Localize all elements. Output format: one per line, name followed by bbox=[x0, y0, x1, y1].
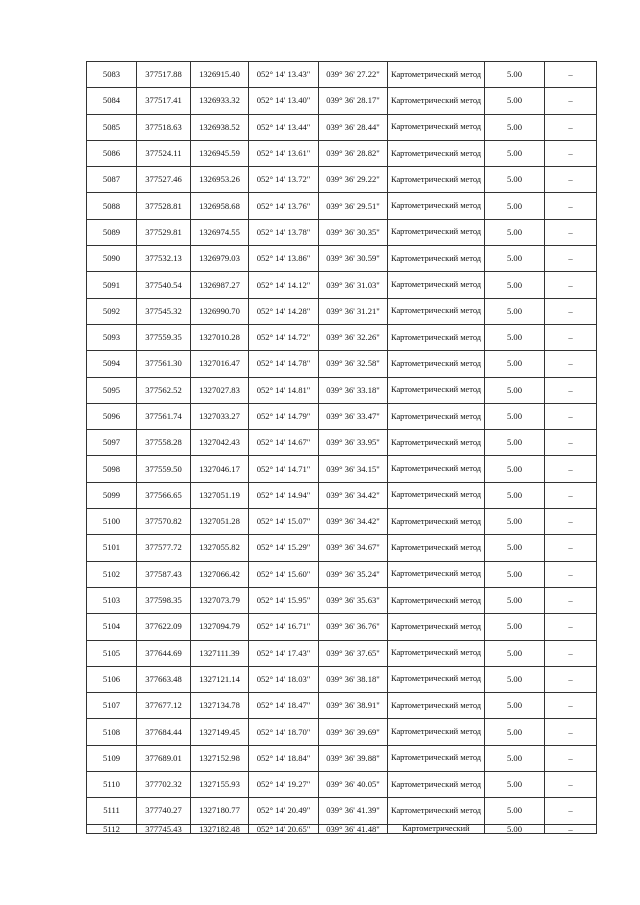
accuracy-cell: 5.00 bbox=[485, 693, 545, 719]
note-cell: – bbox=[545, 798, 597, 824]
longitude-cell: 039° 36' 33.95" bbox=[319, 430, 388, 456]
x-coordinate-cell: 377532.13 bbox=[137, 246, 191, 272]
method-cell: Картометрический метод bbox=[388, 62, 485, 88]
point-number-cell: 5106 bbox=[87, 666, 137, 692]
method-cell: Картометрический метод bbox=[388, 272, 485, 298]
x-coordinate-cell: 377663.48 bbox=[137, 666, 191, 692]
x-coordinate-cell: 377644.69 bbox=[137, 640, 191, 666]
longitude-cell: 039° 36' 34.15" bbox=[319, 456, 388, 482]
accuracy-cell: 5.00 bbox=[485, 798, 545, 824]
latitude-cell: 052° 14' 14.67" bbox=[249, 430, 319, 456]
note-cell: – bbox=[545, 535, 597, 561]
x-coordinate-cell: 377677.12 bbox=[137, 693, 191, 719]
longitude-cell: 039° 36' 39.88" bbox=[319, 745, 388, 771]
latitude-cell: 052° 14' 13.44" bbox=[249, 114, 319, 140]
latitude-cell: 052° 14' 14.71" bbox=[249, 456, 319, 482]
y-coordinate-cell: 1327182.48 bbox=[191, 824, 249, 833]
point-number-cell: 5085 bbox=[87, 114, 137, 140]
method-cell: Картометрический метод bbox=[388, 377, 485, 403]
table-row bbox=[87, 482, 597, 508]
y-coordinate-cell: 1327046.17 bbox=[191, 456, 249, 482]
latitude-cell: 052° 14' 14.28" bbox=[249, 298, 319, 324]
accuracy-cell: 5.00 bbox=[485, 614, 545, 640]
method-cell: Картометрический метод bbox=[388, 535, 485, 561]
method-cell: Картометрический метод bbox=[388, 561, 485, 587]
point-number-cell: 5096 bbox=[87, 403, 137, 429]
table-row bbox=[87, 509, 597, 535]
latitude-cell: 052° 14' 18.47" bbox=[249, 693, 319, 719]
y-coordinate-cell: 1327066.42 bbox=[191, 561, 249, 587]
accuracy-cell: 5.00 bbox=[485, 430, 545, 456]
x-coordinate-cell: 377561.30 bbox=[137, 351, 191, 377]
table-body bbox=[87, 62, 597, 834]
accuracy-cell: 5.00 bbox=[485, 403, 545, 429]
accuracy-cell: 5.00 bbox=[485, 535, 545, 561]
point-number-cell: 5101 bbox=[87, 535, 137, 561]
latitude-cell: 052° 14' 18.03" bbox=[249, 666, 319, 692]
accuracy-cell: 5.00 bbox=[485, 88, 545, 114]
note-cell: – bbox=[545, 272, 597, 298]
point-number-cell: 5111 bbox=[87, 798, 137, 824]
longitude-cell: 039° 36' 30.35" bbox=[319, 219, 388, 245]
method-cell: Картометрический метод bbox=[388, 719, 485, 745]
point-number-cell: 5089 bbox=[87, 219, 137, 245]
longitude-cell: 039° 36' 28.44" bbox=[319, 114, 388, 140]
y-coordinate-cell: 1326938.52 bbox=[191, 114, 249, 140]
latitude-cell: 052° 14' 13.43" bbox=[249, 62, 319, 88]
longitude-cell: 039° 36' 35.63" bbox=[319, 587, 388, 613]
method-cell: Картометрический метод bbox=[388, 140, 485, 166]
note-cell: – bbox=[545, 666, 597, 692]
table-row bbox=[87, 587, 597, 613]
table-row bbox=[87, 745, 597, 771]
note-cell: – bbox=[545, 719, 597, 745]
table-row bbox=[87, 719, 597, 745]
longitude-cell: 039° 36' 29.51" bbox=[319, 193, 388, 219]
x-coordinate-cell: 377745.43 bbox=[137, 824, 191, 833]
x-coordinate-cell: 377540.54 bbox=[137, 272, 191, 298]
y-coordinate-cell: 1327134.78 bbox=[191, 693, 249, 719]
longitude-cell: 039° 36' 33.47" bbox=[319, 403, 388, 429]
longitude-cell: 039° 36' 39.69" bbox=[319, 719, 388, 745]
accuracy-cell: 5.00 bbox=[485, 482, 545, 508]
accuracy-cell: 5.00 bbox=[485, 114, 545, 140]
longitude-cell: 039° 36' 30.59" bbox=[319, 246, 388, 272]
note-cell: – bbox=[545, 298, 597, 324]
note-cell: – bbox=[545, 167, 597, 193]
longitude-cell: 039° 36' 41.39" bbox=[319, 798, 388, 824]
table-row bbox=[87, 219, 597, 245]
table-row bbox=[87, 640, 597, 666]
point-number-cell: 5100 bbox=[87, 509, 137, 535]
accuracy-cell: 5.00 bbox=[485, 167, 545, 193]
method-cell: Картометрический метод bbox=[388, 324, 485, 350]
latitude-cell: 052° 14' 15.95" bbox=[249, 587, 319, 613]
method-cell: Картометрический метод bbox=[388, 403, 485, 429]
longitude-cell: 039° 36' 34.67" bbox=[319, 535, 388, 561]
note-cell: – bbox=[545, 509, 597, 535]
note-cell: – bbox=[545, 640, 597, 666]
table-row bbox=[87, 88, 597, 114]
latitude-cell: 052° 14' 14.94" bbox=[249, 482, 319, 508]
y-coordinate-cell: 1327180.77 bbox=[191, 798, 249, 824]
x-coordinate-cell: 377517.41 bbox=[137, 88, 191, 114]
note-cell: – bbox=[545, 88, 597, 114]
latitude-cell: 052° 14' 14.12" bbox=[249, 272, 319, 298]
accuracy-cell: 5.00 bbox=[485, 824, 545, 833]
note-cell: – bbox=[545, 114, 597, 140]
longitude-cell: 039° 36' 32.26" bbox=[319, 324, 388, 350]
y-coordinate-cell: 1327051.19 bbox=[191, 482, 249, 508]
latitude-cell: 052° 14' 13.76" bbox=[249, 193, 319, 219]
y-coordinate-cell: 1326987.27 bbox=[191, 272, 249, 298]
y-coordinate-cell: 1327016.47 bbox=[191, 351, 249, 377]
y-coordinate-cell: 1327055.82 bbox=[191, 535, 249, 561]
table-row bbox=[87, 693, 597, 719]
point-number-cell: 5107 bbox=[87, 693, 137, 719]
longitude-cell: 039° 36' 35.24" bbox=[319, 561, 388, 587]
accuracy-cell: 5.00 bbox=[485, 666, 545, 692]
latitude-cell: 052° 14' 15.60" bbox=[249, 561, 319, 587]
point-number-cell: 5102 bbox=[87, 561, 137, 587]
coordinates-table bbox=[86, 61, 597, 834]
latitude-cell: 052° 14' 13.78" bbox=[249, 219, 319, 245]
method-cell: Картометрический метод bbox=[388, 745, 485, 771]
latitude-cell: 052° 14' 17.43" bbox=[249, 640, 319, 666]
method-cell: Картометрический метод bbox=[388, 351, 485, 377]
latitude-cell: 052° 14' 18.84" bbox=[249, 745, 319, 771]
latitude-cell: 052° 14' 16.71" bbox=[249, 614, 319, 640]
y-coordinate-cell: 1327152.98 bbox=[191, 745, 249, 771]
accuracy-cell: 5.00 bbox=[485, 772, 545, 798]
note-cell: – bbox=[545, 430, 597, 456]
latitude-cell: 052° 14' 13.40" bbox=[249, 88, 319, 114]
table-row bbox=[87, 798, 597, 824]
note-cell: – bbox=[545, 456, 597, 482]
x-coordinate-cell: 377689.01 bbox=[137, 745, 191, 771]
point-number-cell: 5098 bbox=[87, 456, 137, 482]
point-number-cell: 5104 bbox=[87, 614, 137, 640]
longitude-cell: 039° 36' 34.42" bbox=[319, 482, 388, 508]
method-cell: Картометрический метод bbox=[388, 430, 485, 456]
note-cell: – bbox=[545, 772, 597, 798]
y-coordinate-cell: 1327111.39 bbox=[191, 640, 249, 666]
latitude-cell: 052° 14' 14.79" bbox=[249, 403, 319, 429]
note-cell: – bbox=[545, 351, 597, 377]
y-coordinate-cell: 1326958.68 bbox=[191, 193, 249, 219]
method-cell: Картометрический bbox=[388, 824, 485, 833]
accuracy-cell: 5.00 bbox=[485, 377, 545, 403]
y-coordinate-cell: 1326974.55 bbox=[191, 219, 249, 245]
method-cell: Картометрический метод bbox=[388, 482, 485, 508]
y-coordinate-cell: 1327033.27 bbox=[191, 403, 249, 429]
point-number-cell: 5084 bbox=[87, 88, 137, 114]
x-coordinate-cell: 377562.52 bbox=[137, 377, 191, 403]
x-coordinate-cell: 377561.74 bbox=[137, 403, 191, 429]
point-number-cell: 5103 bbox=[87, 587, 137, 613]
note-cell: – bbox=[545, 403, 597, 429]
table-row bbox=[87, 351, 597, 377]
latitude-cell: 052° 14' 18.70" bbox=[249, 719, 319, 745]
y-coordinate-cell: 1326990.70 bbox=[191, 298, 249, 324]
point-number-cell: 5087 bbox=[87, 167, 137, 193]
table-row bbox=[87, 114, 597, 140]
point-number-cell: 5097 bbox=[87, 430, 137, 456]
point-number-cell: 5090 bbox=[87, 246, 137, 272]
point-number-cell: 5112 bbox=[87, 824, 137, 833]
latitude-cell: 052° 14' 14.78" bbox=[249, 351, 319, 377]
longitude-cell: 039° 36' 41.48" bbox=[319, 824, 388, 833]
table-row bbox=[87, 324, 597, 350]
latitude-cell: 052° 14' 14.72" bbox=[249, 324, 319, 350]
method-cell: Картометрический метод bbox=[388, 772, 485, 798]
method-cell: Картометрический метод bbox=[388, 614, 485, 640]
note-cell: – bbox=[545, 62, 597, 88]
longitude-cell: 039° 36' 34.42" bbox=[319, 509, 388, 535]
accuracy-cell: 5.00 bbox=[485, 561, 545, 587]
x-coordinate-cell: 377529.81 bbox=[137, 219, 191, 245]
point-number-cell: 5086 bbox=[87, 140, 137, 166]
latitude-cell: 052° 14' 19.27" bbox=[249, 772, 319, 798]
table-row bbox=[87, 403, 597, 429]
note-cell: – bbox=[545, 693, 597, 719]
table-row bbox=[87, 561, 597, 587]
longitude-cell: 039° 36' 27.22" bbox=[319, 62, 388, 88]
accuracy-cell: 5.00 bbox=[485, 62, 545, 88]
longitude-cell: 039° 36' 28.17" bbox=[319, 88, 388, 114]
accuracy-cell: 5.00 bbox=[485, 640, 545, 666]
table-row bbox=[87, 824, 597, 833]
method-cell: Картометрический метод bbox=[388, 167, 485, 193]
latitude-cell: 052° 14' 13.61" bbox=[249, 140, 319, 166]
method-cell: Картометрический метод bbox=[388, 509, 485, 535]
table-row bbox=[87, 193, 597, 219]
point-number-cell: 5108 bbox=[87, 719, 137, 745]
method-cell: Картометрический метод bbox=[388, 114, 485, 140]
longitude-cell: 039° 36' 40.05" bbox=[319, 772, 388, 798]
method-cell: Картометрический метод bbox=[388, 193, 485, 219]
latitude-cell: 052° 14' 13.72" bbox=[249, 167, 319, 193]
method-cell: Картометрический метод bbox=[388, 587, 485, 613]
table-row bbox=[87, 377, 597, 403]
method-cell: Картометрический метод bbox=[388, 246, 485, 272]
x-coordinate-cell: 377570.82 bbox=[137, 509, 191, 535]
note-cell: – bbox=[545, 587, 597, 613]
x-coordinate-cell: 377518.63 bbox=[137, 114, 191, 140]
x-coordinate-cell: 377558.28 bbox=[137, 430, 191, 456]
x-coordinate-cell: 377528.81 bbox=[137, 193, 191, 219]
point-number-cell: 5088 bbox=[87, 193, 137, 219]
note-cell: – bbox=[545, 745, 597, 771]
accuracy-cell: 5.00 bbox=[485, 324, 545, 350]
y-coordinate-cell: 1327027.83 bbox=[191, 377, 249, 403]
accuracy-cell: 5.00 bbox=[485, 193, 545, 219]
longitude-cell: 039° 36' 38.91" bbox=[319, 693, 388, 719]
table-row bbox=[87, 140, 597, 166]
table-row bbox=[87, 666, 597, 692]
longitude-cell: 039° 36' 37.65" bbox=[319, 640, 388, 666]
y-coordinate-cell: 1326945.59 bbox=[191, 140, 249, 166]
method-cell: Картометрический метод bbox=[388, 640, 485, 666]
point-number-cell: 5093 bbox=[87, 324, 137, 350]
table-row bbox=[87, 246, 597, 272]
latitude-cell: 052° 14' 15.07" bbox=[249, 509, 319, 535]
table-row bbox=[87, 272, 597, 298]
table-row bbox=[87, 456, 597, 482]
point-number-cell: 5083 bbox=[87, 62, 137, 88]
accuracy-cell: 5.00 bbox=[485, 456, 545, 482]
latitude-cell: 052° 14' 13.86" bbox=[249, 246, 319, 272]
x-coordinate-cell: 377527.46 bbox=[137, 167, 191, 193]
accuracy-cell: 5.00 bbox=[485, 351, 545, 377]
method-cell: Картометрический метод bbox=[388, 798, 485, 824]
note-cell: – bbox=[545, 193, 597, 219]
note-cell: – bbox=[545, 824, 597, 833]
method-cell: Картометрический метод bbox=[388, 666, 485, 692]
y-coordinate-cell: 1327042.43 bbox=[191, 430, 249, 456]
x-coordinate-cell: 377524.11 bbox=[137, 140, 191, 166]
note-cell: – bbox=[545, 561, 597, 587]
y-coordinate-cell: 1326953.26 bbox=[191, 167, 249, 193]
y-coordinate-cell: 1326979.03 bbox=[191, 246, 249, 272]
table-row bbox=[87, 298, 597, 324]
note-cell: – bbox=[545, 140, 597, 166]
y-coordinate-cell: 1327051.28 bbox=[191, 509, 249, 535]
note-cell: – bbox=[545, 482, 597, 508]
point-number-cell: 5105 bbox=[87, 640, 137, 666]
accuracy-cell: 5.00 bbox=[485, 719, 545, 745]
accuracy-cell: 5.00 bbox=[485, 587, 545, 613]
table-row bbox=[87, 167, 597, 193]
point-number-cell: 5092 bbox=[87, 298, 137, 324]
table-row bbox=[87, 62, 597, 88]
x-coordinate-cell: 377577.72 bbox=[137, 535, 191, 561]
x-coordinate-cell: 377598.35 bbox=[137, 587, 191, 613]
y-coordinate-cell: 1327010.28 bbox=[191, 324, 249, 350]
x-coordinate-cell: 377587.43 bbox=[137, 561, 191, 587]
method-cell: Картометрический метод bbox=[388, 88, 485, 114]
accuracy-cell: 5.00 bbox=[485, 298, 545, 324]
point-number-cell: 5109 bbox=[87, 745, 137, 771]
point-number-cell: 5099 bbox=[87, 482, 137, 508]
accuracy-cell: 5.00 bbox=[485, 140, 545, 166]
note-cell: – bbox=[545, 246, 597, 272]
longitude-cell: 039° 36' 29.22" bbox=[319, 167, 388, 193]
y-coordinate-cell: 1327094.79 bbox=[191, 614, 249, 640]
accuracy-cell: 5.00 bbox=[485, 745, 545, 771]
longitude-cell: 039° 36' 33.18" bbox=[319, 377, 388, 403]
x-coordinate-cell: 377559.50 bbox=[137, 456, 191, 482]
point-number-cell: 5095 bbox=[87, 377, 137, 403]
x-coordinate-cell: 377702.32 bbox=[137, 772, 191, 798]
point-number-cell: 5094 bbox=[87, 351, 137, 377]
point-number-cell: 5091 bbox=[87, 272, 137, 298]
x-coordinate-cell: 377622.09 bbox=[137, 614, 191, 640]
note-cell: – bbox=[545, 614, 597, 640]
table-row bbox=[87, 430, 597, 456]
table-row bbox=[87, 535, 597, 561]
latitude-cell: 052° 14' 14.81" bbox=[249, 377, 319, 403]
longitude-cell: 039° 36' 28.82" bbox=[319, 140, 388, 166]
x-coordinate-cell: 377517.88 bbox=[137, 62, 191, 88]
note-cell: – bbox=[545, 219, 597, 245]
method-cell: Картометрический метод bbox=[388, 298, 485, 324]
x-coordinate-cell: 377740.27 bbox=[137, 798, 191, 824]
longitude-cell: 039° 36' 36.76" bbox=[319, 614, 388, 640]
y-coordinate-cell: 1327155.93 bbox=[191, 772, 249, 798]
accuracy-cell: 5.00 bbox=[485, 246, 545, 272]
longitude-cell: 039° 36' 31.21" bbox=[319, 298, 388, 324]
x-coordinate-cell: 377684.44 bbox=[137, 719, 191, 745]
point-number-cell: 5110 bbox=[87, 772, 137, 798]
y-coordinate-cell: 1326933.32 bbox=[191, 88, 249, 114]
latitude-cell: 052° 14' 20.49" bbox=[249, 798, 319, 824]
x-coordinate-cell: 377559.35 bbox=[137, 324, 191, 350]
x-coordinate-cell: 377545.32 bbox=[137, 298, 191, 324]
y-coordinate-cell: 1327149.45 bbox=[191, 719, 249, 745]
longitude-cell: 039° 36' 32.58" bbox=[319, 351, 388, 377]
y-coordinate-cell: 1327073.79 bbox=[191, 587, 249, 613]
longitude-cell: 039° 36' 31.03" bbox=[319, 272, 388, 298]
latitude-cell: 052° 14' 20.65" bbox=[249, 824, 319, 833]
table-row bbox=[87, 614, 597, 640]
method-cell: Картометрический метод bbox=[388, 219, 485, 245]
method-cell: Картометрический метод bbox=[388, 456, 485, 482]
accuracy-cell: 5.00 bbox=[485, 509, 545, 535]
method-cell: Картометрический метод bbox=[388, 693, 485, 719]
x-coordinate-cell: 377566.65 bbox=[137, 482, 191, 508]
table-row bbox=[87, 772, 597, 798]
y-coordinate-cell: 1327121.14 bbox=[191, 666, 249, 692]
y-coordinate-cell: 1326915.40 bbox=[191, 62, 249, 88]
note-cell: – bbox=[545, 377, 597, 403]
accuracy-cell: 5.00 bbox=[485, 219, 545, 245]
accuracy-cell: 5.00 bbox=[485, 272, 545, 298]
latitude-cell: 052° 14' 15.29" bbox=[249, 535, 319, 561]
note-cell: – bbox=[545, 324, 597, 350]
longitude-cell: 039° 36' 38.18" bbox=[319, 666, 388, 692]
